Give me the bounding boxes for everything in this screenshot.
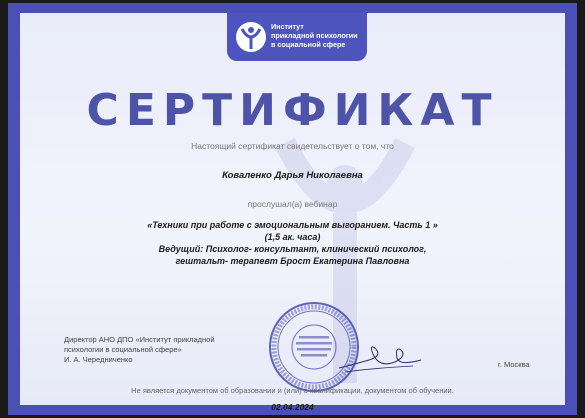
intro-text: Настоящий сертификат свидетельствует о том, что [191, 141, 394, 151]
certificate-frame [8, 3, 577, 415]
certificate-title: СЕРТИФИКАТ [86, 85, 499, 136]
course-details [20, 219, 565, 267]
attended-text: прослушал(а) вебинар [247, 199, 338, 209]
certificate-body [20, 13, 565, 412]
director-signature [335, 338, 425, 378]
city-text: г. Москва [498, 360, 530, 369]
organization-logo [227, 13, 367, 61]
course-lecturer-continued: гештальт- терапевт Брост Екатерина Павловна [175, 256, 410, 266]
director-title: Директор АНО ДПО «Институт прикладной [64, 335, 215, 344]
director-title-continued: психологии в социальной сфере» [64, 345, 182, 354]
organization-name [271, 22, 367, 49]
organization-name-line: в социальной сфере [271, 40, 346, 49]
course-lecturer: Ведущий: Психолог- консультант, клинический психолог, [158, 244, 427, 254]
course-title: «Техники при работе с эмоциональным выгоранием. Часть 1 » [147, 220, 438, 230]
course-hours: (1,5 ак. часа) [264, 232, 321, 242]
organization-name-line: Институт [271, 22, 304, 31]
director-name: И. А. Чередниченко [64, 355, 133, 364]
disclaimer-text: Не является документом об образовании и (или) о квалификации, документом об обучении. [131, 386, 454, 395]
recipient-name: Коваленко Дарья Николаевна [222, 170, 363, 181]
institute-emblem-icon [235, 21, 267, 53]
issue-date: 02.04.2024 [271, 402, 314, 412]
organization-name-line: прикладной психологии [271, 31, 358, 40]
director-block [64, 335, 215, 365]
